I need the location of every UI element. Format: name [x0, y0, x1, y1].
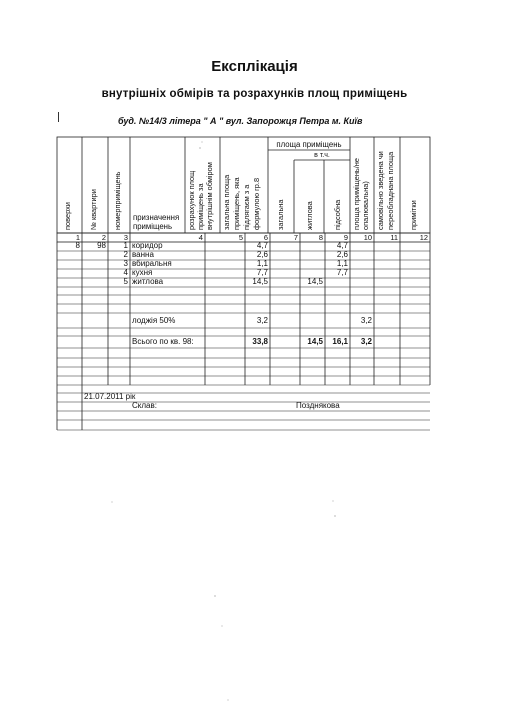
header-living: житлова	[305, 201, 314, 230]
header-calc-area-3: внутрішнім обміром	[205, 162, 214, 230]
col-number: 6	[263, 233, 268, 242]
header-unauthorized: самовільно зведена чи	[376, 151, 385, 230]
table-cell-room-name: вбиральня	[132, 259, 172, 268]
table-cell-room-number: 4	[123, 268, 128, 277]
loggia-unheated-area: 3,2	[360, 316, 372, 325]
document-date: 21.07.2011 рік	[84, 392, 136, 401]
table-cell-room-number: 3	[123, 259, 128, 268]
header-including: в т.ч.	[314, 152, 330, 159]
totals-living: 14,5	[307, 337, 323, 346]
table-cell-total-area: 7,7	[256, 268, 268, 277]
header-notes: примітки	[409, 200, 418, 230]
table-cell-total-area: 1,1	[256, 259, 268, 268]
header-purpose-2: приміщень	[133, 222, 173, 231]
table-cell-living: 14,5	[307, 277, 323, 286]
header-apartment-number: № квартири	[89, 189, 98, 230]
header-area-group: площа приміщень	[276, 140, 342, 149]
col-number: 7	[293, 233, 298, 242]
document-subtitle: внутрішніх обмірів та розрахунків площ приміщень	[101, 88, 408, 100]
col-number: 1	[75, 233, 80, 242]
table-cell-room-number: 5	[123, 277, 128, 286]
totals-unheated: 3,2	[360, 337, 372, 346]
header-total-area-3: підлягаєм з а	[242, 184, 251, 230]
table-cell-total-area: 14,5	[252, 277, 268, 286]
col-number: 2	[101, 233, 106, 242]
totals-total-area: 33,8	[252, 337, 268, 346]
col-number: 10	[363, 233, 372, 242]
table-cell-auxiliary: 1,1	[336, 259, 348, 268]
table-cell-auxiliary: 7,7	[336, 268, 348, 277]
col-number: 4	[198, 233, 203, 242]
compiled-by-name: Позднякова	[296, 401, 340, 410]
table-cell-auxiliary: 2,6	[336, 250, 348, 259]
table-cell-room-number: 2	[123, 250, 128, 259]
col-number: 12	[419, 233, 428, 242]
header-total-area-2: приміщень, яка	[232, 177, 241, 230]
table-cell-total-area: 2,6	[256, 250, 268, 259]
table-cell-room-name: коридор	[132, 241, 163, 250]
totals-label: Всього по кв. 98:	[132, 337, 194, 346]
table-cell-total-area: 4,7	[256, 241, 268, 250]
header-unheated-area-2: опалювальна)	[361, 181, 370, 230]
table-cell-auxiliary: 4,7	[336, 241, 348, 250]
header-total-area-4: формулою гр.8	[252, 177, 261, 230]
header-unauthorized-2: переобладнана площа	[386, 151, 395, 230]
document-title: Експлікація	[211, 58, 298, 75]
col-number: 11	[390, 233, 398, 242]
col-number: 3	[123, 233, 128, 242]
header-room-numbers: номерприміщень	[113, 171, 122, 230]
table-cell-floor: 8	[75, 241, 80, 250]
table-cell-room-name: кухня	[132, 268, 153, 277]
col-number: 5	[238, 233, 243, 242]
header-auxiliary: підсобна	[333, 199, 342, 230]
header-floors: поверхи	[63, 202, 72, 230]
table-cell-apartment: 98	[97, 241, 106, 250]
header-total-area: загальна площа	[222, 174, 231, 230]
header-calc-area: розрахунок площ	[187, 170, 196, 230]
header-unheated-area: площа приміщень/не	[352, 157, 361, 230]
compiled-by-label: Склав:	[132, 401, 157, 410]
totals-auxiliary: 16,1	[332, 337, 348, 346]
col-number: 9	[343, 233, 348, 242]
table-cell-room-number: 1	[123, 241, 128, 250]
address-line: буд. №14/3 літера " А " вул. Запорожця Петра м. Київ	[118, 116, 363, 126]
table-cell-room-name: житлова	[132, 277, 164, 286]
header-calc-area-2: приміщень за	[196, 183, 205, 230]
table-cell-room-name: ванна	[132, 250, 154, 259]
col-number: 8	[318, 233, 323, 242]
header-general: загальна	[276, 199, 285, 230]
loggia-total-area: 3,2	[256, 316, 268, 325]
loggia-label: лоджія 50%	[132, 316, 176, 325]
header-purpose: призначення	[133, 213, 180, 222]
